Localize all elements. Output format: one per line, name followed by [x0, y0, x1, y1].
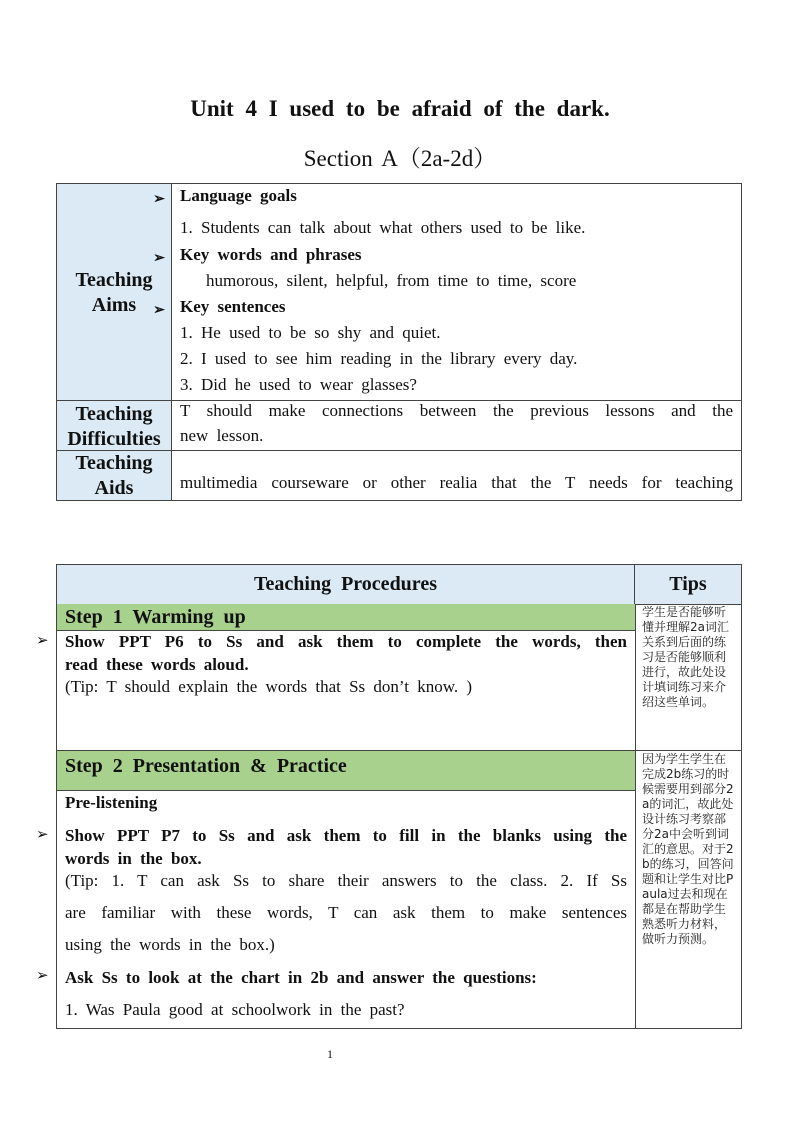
aims-label-line-2: Aims — [91, 294, 137, 316]
aids-text: multimedia courseware or other realia that the T needs for teaching — [180, 473, 733, 492]
step1-instruction-line: read these words aloud. — [65, 655, 249, 674]
bullet-arrow-icon: ➢ — [153, 303, 165, 318]
step2-title: Step 2 Presentation & Practice — [57, 751, 635, 791]
language-goal-item: 1. Students can talk about what others used to be like. — [180, 218, 586, 237]
aims-label-line-1: Teaching — [75, 269, 153, 291]
aims-row — [57, 184, 741, 401]
question-item: 1. Was Paula good at schoolwork in the past? — [65, 1000, 405, 1019]
pre-listening-heading: Pre-listening — [65, 793, 158, 812]
bullet-arrow-icon: ➢ — [153, 192, 165, 207]
procedures-header: Teaching Procedures — [57, 565, 635, 604]
difficulties-label-line-1: Teaching — [75, 403, 153, 425]
teaching-aims-table — [56, 183, 742, 501]
bullet-arrow-icon: ➢ — [36, 633, 49, 649]
step1-instruction-line: Show PPT P6 to Ss and ask them to complete the words, then — [65, 632, 627, 651]
document-title: Unit 4 I used to be afraid of the dark. — [190, 96, 610, 121]
difficulties-text-line: new lesson. — [180, 426, 264, 445]
key-words-list: humorous, silent, helpful, from time to time, score — [206, 271, 577, 290]
bullet-arrow-icon: ➢ — [153, 251, 165, 266]
step2-instruction-line: words in the box. — [65, 849, 202, 868]
aims-content-cell — [172, 184, 741, 400]
language-goals-heading: Language goals — [180, 186, 297, 205]
step1-tip: (Tip: T should explain the words that Ss don’t know. ) — [65, 677, 473, 696]
document-subtitle: Section A（2a-2d） — [303, 146, 497, 171]
key-words-heading: Key words and phrases — [180, 245, 362, 264]
aids-row — [57, 451, 741, 500]
difficulties-text-line: T should make connections between the previous lessons and the — [180, 401, 733, 420]
step2-tip-line: using the words in the box.) — [65, 935, 275, 954]
aids-label-cell — [57, 451, 172, 500]
bullet-arrow-icon: ➢ — [36, 968, 49, 984]
teaching-procedures-table — [56, 564, 742, 1029]
aims-label-cell — [57, 184, 172, 400]
step1-title: Step 1 Warming up — [57, 604, 635, 631]
step2-instruction-line: Show PPT P7 to Ss and ask them to fill in the blanks using the — [65, 826, 627, 845]
step2-tip-line: are familiar with these words, T can ask them to make sentences — [65, 903, 627, 922]
bullet-arrow-icon: ➢ — [36, 827, 49, 843]
aids-label-line-1: Teaching — [75, 452, 153, 474]
chart-instruction: Ask Ss to look at the chart in 2b and answer the questions: — [65, 968, 537, 987]
page-number: 1 — [327, 1047, 333, 1061]
tips-header: Tips — [669, 573, 707, 595]
difficulties-label-line-2: Difficulties — [67, 428, 161, 450]
key-sentence-item: 1. He used to be so shy and quiet. — [180, 323, 441, 342]
step2-tips-cell: 因为学生学生在完成2b练习的时候需要用到部分2a的词汇，故此处设计练习考察部分2a中会听到词汇的意思。对于2b的练习，回答问题和让学生对比Paula过去和现在都是在帮助学生熟悉听力材料，做听力预测。 — [635, 751, 742, 1028]
key-sentences-heading: Key sentences — [180, 297, 286, 316]
key-sentence-item: 2. I used to see him reading in the library every day. — [180, 349, 578, 368]
aids-content-cell — [172, 451, 741, 500]
step2-tip-line: (Tip: 1. T can ask Ss to share their answers to the class. 2. If Ss — [65, 871, 627, 890]
step1-tips-cell: 学生是否能够听懂并理解2a词汇关系到后面的练习是否能够顺利进行，故此处设计填词练习来介绍这些单词。 — [635, 604, 742, 750]
difficulties-row — [57, 401, 741, 451]
aids-label-line-2: Aids — [94, 477, 134, 499]
difficulties-label-cell — [57, 401, 172, 450]
difficulties-content-cell — [172, 401, 741, 450]
key-sentence-item: 3. Did he used to wear glasses? — [180, 375, 417, 394]
procedures-header-row — [57, 565, 741, 605]
